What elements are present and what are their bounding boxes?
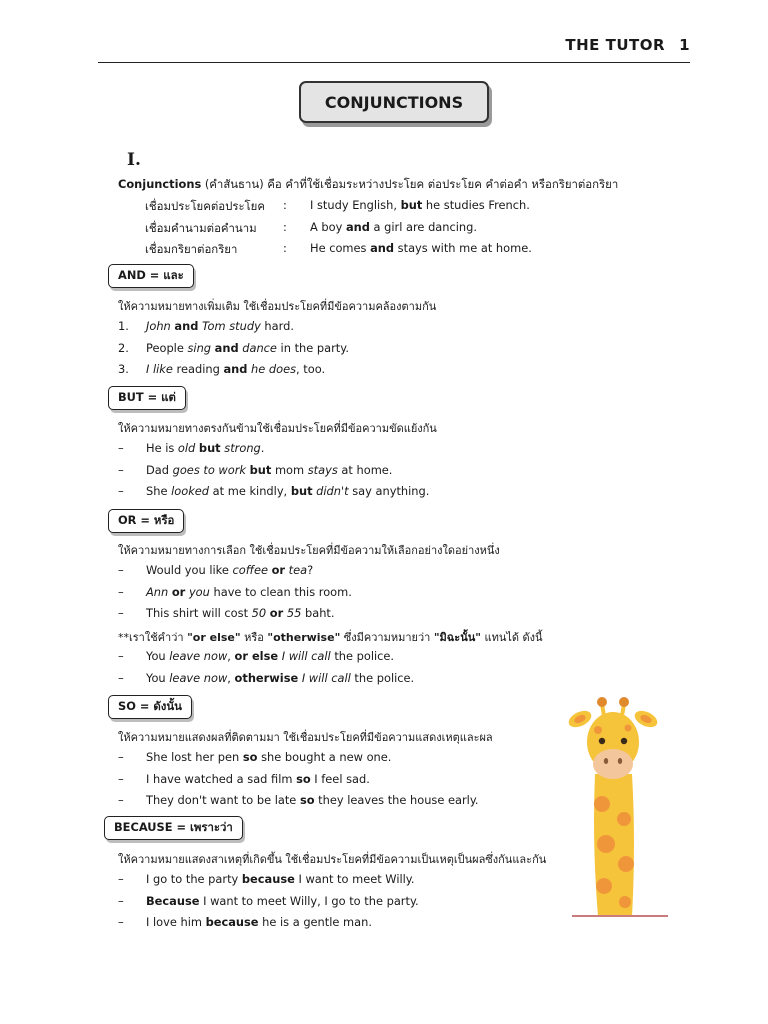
example-text — [146, 915, 372, 929]
text-run: He comes — [310, 241, 371, 255]
example-text — [146, 585, 352, 599]
list-marker: – — [118, 670, 124, 685]
text-run: in the party. — [276, 340, 349, 355]
or-else-note — [118, 628, 543, 646]
example-text — [146, 484, 429, 498]
text-run: I feel sad. — [310, 771, 370, 786]
text-run: This shirt will cost — [146, 606, 252, 620]
text-run: She — [146, 484, 172, 498]
usage-label: เชื่อมคำนามต่อคำนาม — [145, 220, 257, 235]
list-marker: 3. — [118, 362, 129, 376]
usage-example — [310, 198, 530, 212]
or-tag: OR = หรือ — [108, 509, 184, 533]
so-description: ให้ความหมายแสดงผลที่ติดตามมา ใช้เชื่อมประโยคที่มีข้อความแสดงเหตุและผล — [118, 731, 493, 744]
text-run: have to clean this room. — [209, 584, 352, 599]
bold-text: Because — [146, 893, 200, 908]
usage-colon: : — [283, 198, 287, 212]
bold-text: or — [271, 563, 286, 577]
text-run: Would you like — [146, 563, 233, 577]
bold-text: "or else" — [187, 631, 241, 644]
bold-text: because — [241, 872, 295, 886]
italic-text: old — [177, 441, 196, 455]
italic-text: goes to work — [172, 462, 246, 477]
list-marker: – — [118, 649, 124, 663]
because-description: ให้ความหมายแสดงสาเหตุที่เกิดขึ้น ใช้เชื่อมประโยคที่มีข้อความเป็นเหตุเป็นผลซึ่งกันและกัน — [118, 853, 547, 866]
list-marker: – — [118, 484, 124, 498]
example-text — [146, 894, 419, 908]
list-marker: – — [118, 893, 124, 908]
text-run: he is a gentle man. — [258, 915, 372, 929]
list-marker: – — [118, 771, 124, 786]
bold-text: or else — [234, 649, 279, 663]
bold-text: "มิฉะนั้น" — [433, 631, 481, 644]
header-title: THE TUTOR — [565, 36, 666, 54]
italic-text: Tom study — [201, 319, 261, 333]
example-text — [146, 649, 394, 663]
bold-text: but — [400, 198, 423, 212]
bold-text: and — [345, 219, 370, 234]
usage-example — [310, 241, 532, 255]
text-run: She lost her pen — [146, 750, 243, 764]
page-title-box — [299, 81, 489, 123]
italic-text: John — [146, 319, 171, 333]
italic-text: 50 — [251, 606, 267, 620]
text-run: A boy — [310, 219, 346, 234]
page-title: CONJUNCTIONS — [324, 92, 464, 112]
and-tag: AND = และ — [108, 264, 194, 288]
bold-text: so — [296, 771, 311, 786]
text-run: I have watched a sad film — [146, 771, 297, 786]
bold-text: but — [198, 441, 221, 455]
bold-text: and — [370, 241, 395, 255]
list-marker: – — [118, 872, 124, 886]
page-header — [98, 36, 690, 63]
italic-text: leave now — [169, 670, 228, 685]
list-marker: – — [118, 563, 124, 577]
list-marker: – — [118, 441, 124, 455]
usage-label: เชื่อมกริยาต่อกริยา — [145, 242, 238, 256]
section-number: I. — [127, 150, 141, 170]
text-run: I want to meet Willy. — [294, 872, 415, 886]
italic-text: 55 — [286, 606, 302, 620]
italic-text: strong — [224, 441, 261, 455]
list-marker: – — [118, 793, 124, 807]
text-run: , — [227, 670, 235, 685]
list-marker: – — [118, 606, 124, 620]
text-run: I love him — [146, 915, 206, 929]
usage-colon: : — [283, 241, 287, 255]
example-text — [146, 793, 479, 807]
text-run: say anything. — [348, 484, 430, 498]
bold-text: or — [171, 584, 186, 599]
text-run: they leaves the house early. — [314, 793, 479, 807]
list-marker: 1. — [118, 319, 129, 333]
text-run: a girl are dancing. — [369, 219, 477, 234]
text-run: People — [146, 340, 188, 355]
bold-text: so — [242, 750, 258, 764]
text-run: แทนได้ ดังนี้ — [480, 631, 543, 644]
example-text — [146, 772, 370, 786]
text-run: They don't want to be late — [146, 793, 300, 807]
list-marker: – — [118, 750, 124, 764]
bold-text: because — [205, 915, 259, 929]
italic-text: coffee — [232, 563, 268, 577]
bold-text: "otherwise" — [267, 631, 341, 644]
or-description: ให้ความหมายทางการเลือก ใช้เชื่อมประโยคที่มีข้อความให้เลือกอย่างใดอย่างหนึ่ง — [118, 544, 500, 557]
text-run: I go to the party — [146, 872, 242, 886]
bold-text: but — [290, 484, 313, 498]
text-run: You — [146, 670, 170, 685]
text-run: mom — [271, 462, 308, 477]
text-run: I study English, — [310, 198, 401, 212]
text-run: the police. — [330, 649, 395, 663]
and-description: ให้ความหมายทางเพิ่มเติม ใช้เชื่อมประโยคที่มีข้อความคล้องตามกัน — [118, 300, 437, 313]
italic-text: leave now — [169, 649, 228, 663]
example-text — [146, 319, 294, 333]
text-run: ซึ่งมีความหมายว่า — [340, 631, 434, 644]
bold-text: and — [174, 319, 199, 333]
text-run: she bought a new one. — [257, 750, 392, 764]
example-text — [146, 671, 414, 685]
text-run: hard. — [260, 319, 294, 333]
italic-text: looked — [171, 484, 210, 498]
italic-text: I will call — [281, 649, 331, 663]
bold-text: otherwise — [234, 670, 299, 685]
bold-text: so — [299, 793, 315, 807]
list-marker: – — [118, 584, 124, 599]
italic-text: you — [188, 584, 210, 599]
text-run: the police. — [350, 670, 415, 685]
italic-text: tea — [288, 563, 308, 577]
text-run: (คำสันธาน) คือ คำที่ใช้เชื่อมระหว่างประโยค ต่อประโยค คำต่อคำ หรือกริยาต่อกริยา — [201, 177, 619, 191]
usage-colon: : — [283, 219, 287, 234]
bold-text: or — [269, 606, 284, 620]
bold-text: Conjunctions — [118, 177, 202, 191]
example-text — [146, 463, 392, 477]
bold-text: and — [223, 362, 248, 376]
italic-text: he does — [251, 362, 297, 376]
example-text — [146, 872, 415, 886]
text-run: baht. — [301, 606, 335, 620]
example-text — [146, 563, 313, 577]
italic-text: stays — [307, 462, 338, 477]
example-text — [146, 606, 335, 620]
text-run: . — [260, 441, 265, 455]
text-run: หรือ — [240, 631, 268, 644]
but-tag: BUT = แต่ — [108, 386, 186, 410]
because-tag: BECAUSE = เพราะว่า — [104, 816, 243, 840]
page-number: 1 — [679, 36, 690, 54]
example-text — [146, 441, 264, 455]
but-description: ให้ความหมายทางตรงกันข้ามใช้เชื่อมประโยคที่มีข้อความขัดแย้งกัน — [118, 422, 437, 435]
usage-label: เชื่อมประโยคต่อประโยค — [145, 199, 265, 213]
example-text — [146, 341, 349, 355]
example-text — [146, 362, 325, 376]
text-run: at home. — [337, 462, 393, 477]
italic-text: I will call — [301, 670, 351, 685]
giraffe-illustration — [562, 694, 672, 920]
text-run: Dad — [146, 462, 173, 477]
italic-text: I like — [146, 362, 173, 376]
list-marker: – — [118, 915, 124, 929]
bold-text: and — [214, 340, 239, 355]
intro-text — [118, 176, 618, 192]
text-run: I want to meet Willy, I go to the party. — [199, 893, 419, 908]
text-run: , — [227, 649, 235, 663]
text-run: He is — [146, 441, 178, 455]
text-run: You — [146, 649, 170, 663]
bold-text: but — [249, 462, 272, 477]
text-run: at me kindly, — [209, 484, 291, 498]
list-marker: – — [118, 462, 124, 477]
text-run: **เราใช้คำว่า — [118, 631, 188, 644]
text-run: , too. — [296, 362, 326, 376]
text-run: ? — [307, 563, 314, 577]
italic-text: didn't — [316, 484, 349, 498]
text-run: reading — [172, 362, 224, 376]
usage-example — [310, 220, 477, 234]
italic-text: dance — [242, 340, 277, 355]
text-run: he studies French. — [422, 198, 530, 212]
so-tag: SO = ดังนั้น — [108, 695, 192, 719]
example-text — [146, 750, 391, 764]
italic-text: Ann — [146, 584, 169, 599]
text-run: stays with me at home. — [394, 241, 532, 255]
italic-text: sing — [187, 340, 212, 355]
list-marker: 2. — [118, 340, 129, 355]
